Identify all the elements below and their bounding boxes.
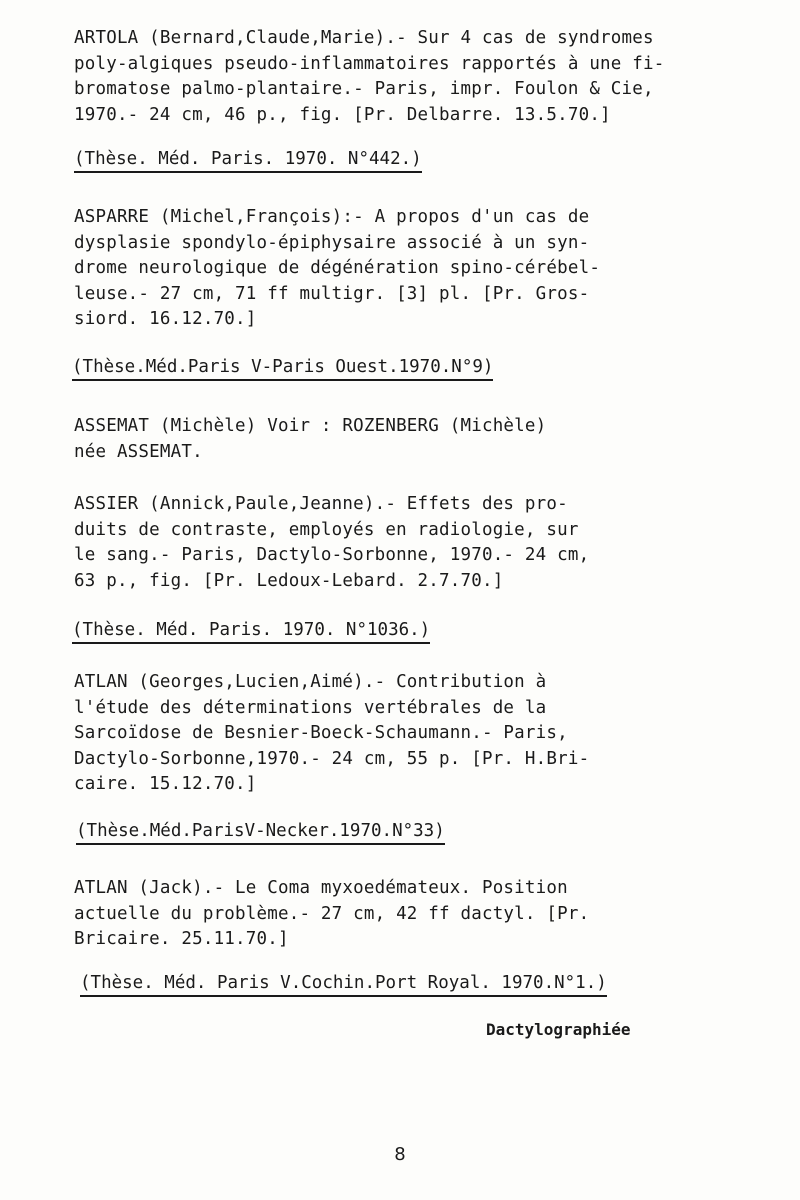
bibliographic-entry <box>74 205 734 333</box>
entry-line: leuse.- 27 cm, 71 ff multigr. [3] pl. [Pr. Gros- <box>74 283 590 304</box>
entry-line: ASSIER (Annick,Paule,Jeanne).- Effets des pro- <box>74 494 568 514</box>
entry-line: ATLAN (Jack).- Le Coma myxoedémateux. Position <box>74 878 568 898</box>
entry-line: l'étude des déterminations vertébrales de la <box>74 697 547 718</box>
thesis-reference: (Thèse. Méd. Paris. 1970. N°1036.) <box>72 619 430 644</box>
entry-line: Bricaire. 25.11.70.] <box>74 929 289 950</box>
entry-line: Dactylo-Sorbonne,1970.- 24 cm, 55 p. [Pr. H.Bri- <box>74 748 590 769</box>
thesis-reference: (Thèse. Méd. Paris. 1970. N°442.) <box>74 148 422 173</box>
entry-line: ASSEMAT (Michèle) Voir : ROZENBERG (Michèle) <box>74 416 547 436</box>
entry-line: dysplasie spondylo-épiphysaire associé à un syn- <box>74 232 590 253</box>
entry-line: bromatose palmo-plantaire.- Paris, impr. Foulon & Cie, <box>74 79 654 100</box>
bibliographic-entry <box>74 876 734 953</box>
bibliographic-entry <box>74 26 734 128</box>
entry-line: ARTOLA (Bernard,Claude,Marie).- Sur 4 cas de syndromes <box>74 28 654 48</box>
bibliographic-entry <box>74 414 734 465</box>
entry-line: le sang.- Paris, Dactylo-Sorbonne, 1970.- 24 cm, <box>74 545 590 566</box>
entry-line: actuelle du problème.- 27 cm, 42 ff dactyl. [Pr. <box>74 903 590 924</box>
entry-line: ATLAN (Georges,Lucien,Aimé).- Contribution à <box>74 672 547 692</box>
entry-line: poly-algiques pseudo-inflammatoires rapportés à une fi- <box>74 53 665 74</box>
entry-line: ASPARRE (Michel,François):- A propos d'un cas de <box>74 207 590 227</box>
thesis-reference: (Thèse.Méd.ParisV-Necker.1970.N°33) <box>76 820 445 845</box>
entry-line: 1970.- 24 cm, 46 p., fig. [Pr. Delbarre. 13.5.70.] <box>74 104 611 125</box>
typescript-note: Dactylographiée <box>486 1020 631 1039</box>
thesis-reference: (Thèse.Méd.Paris V-Paris Ouest.1970.N°9) <box>72 356 493 381</box>
entry-line: née ASSEMAT. <box>74 441 203 462</box>
thesis-reference: (Thèse. Méd. Paris V.Cochin.Port Royal. 1970.N°1.) <box>80 972 607 997</box>
entry-line: caire. 15.12.70.] <box>74 774 257 795</box>
entry-line: duits de contraste, employés en radiologie, sur <box>74 519 579 540</box>
bibliographic-entry <box>74 492 734 594</box>
bibliographic-entry <box>74 670 734 798</box>
page-number: 8 <box>394 1144 406 1165</box>
entry-line: siord. 16.12.70.] <box>74 309 257 330</box>
entry-line: drome neurologique de dégénération spino-cérébel- <box>74 258 601 279</box>
entry-line: 63 p., fig. [Pr. Ledoux-Lebard. 2.7.70.] <box>74 570 504 591</box>
entry-line: Sarcoïdose de Besnier-Boeck-Schaumann.- Paris, <box>74 723 568 744</box>
